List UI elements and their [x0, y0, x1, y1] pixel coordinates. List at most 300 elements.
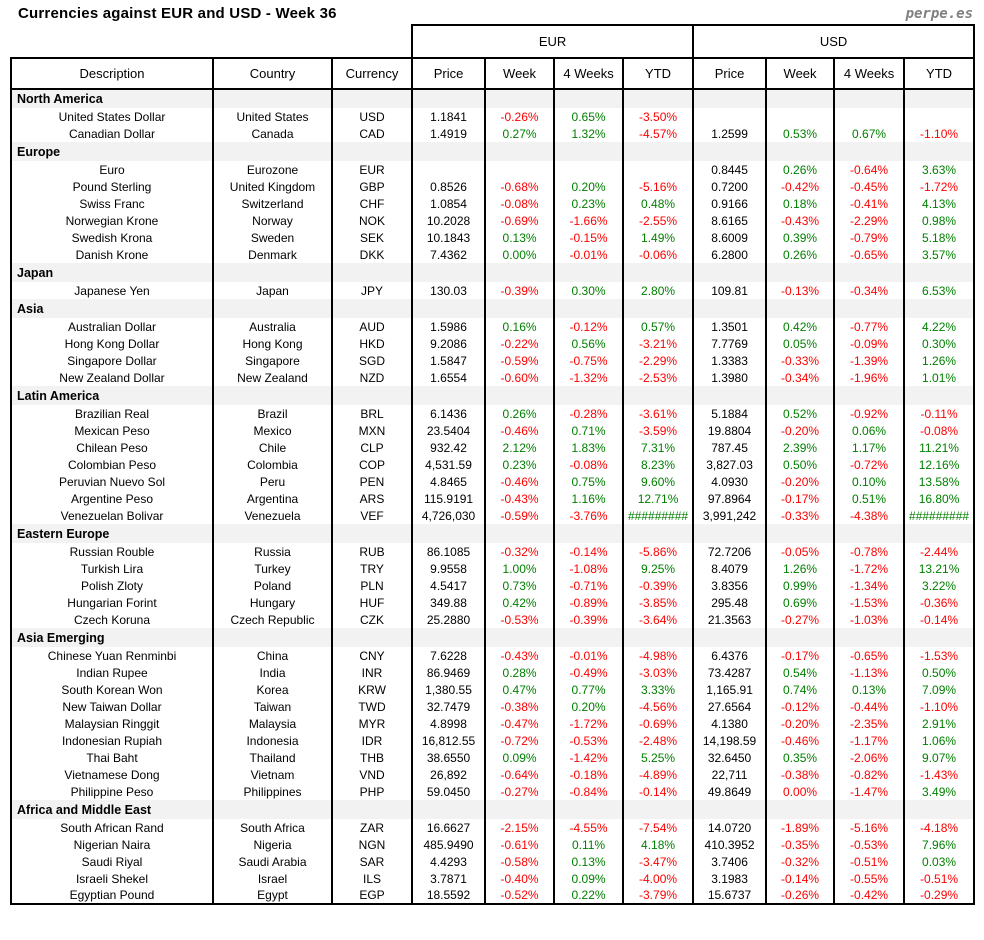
usd-week-cell: -0.27%: [766, 611, 834, 628]
usd-ytd-cell: -0.14%: [904, 611, 974, 628]
usd-price-cell: 14.0720: [693, 819, 766, 836]
table-row: [11, 577, 974, 594]
col-header-country: Country: [213, 58, 332, 89]
usd-week-cell: 0.69%: [766, 594, 834, 611]
usd-week-cell: -0.20%: [766, 715, 834, 732]
section-empty-cell: [213, 628, 332, 647]
eur-ytd-cell: -3.61%: [623, 405, 693, 422]
usd-ytd-cell: 9.07%: [904, 749, 974, 766]
currency-code-cell: IDR: [332, 732, 412, 749]
col-header-usd-week: Week: [766, 58, 834, 89]
usd-ytd-cell: #########: [904, 507, 974, 524]
section-title-cell: Japan: [11, 263, 213, 282]
usd-4weeks-cell: [834, 108, 904, 125]
eur-week-cell: -0.69%: [485, 212, 554, 229]
section-row: [11, 142, 974, 161]
group-header-spacer: [11, 25, 412, 58]
usd-4weeks-cell: -0.64%: [834, 161, 904, 178]
usd-ytd-cell: 1.26%: [904, 352, 974, 369]
usd-4weeks-cell: 0.67%: [834, 125, 904, 142]
usd-ytd-cell: -1.53%: [904, 647, 974, 664]
usd-price-cell: 1.3980: [693, 369, 766, 386]
section-row: [11, 800, 974, 819]
usd-4weeks-cell: -5.16%: [834, 819, 904, 836]
table-row: [11, 749, 974, 766]
eur-week-cell: -0.61%: [485, 836, 554, 853]
eur-ytd-cell: -5.16%: [623, 178, 693, 195]
section-empty-cell: [693, 142, 766, 161]
usd-ytd-cell: -0.51%: [904, 870, 974, 887]
usd-price-cell: 1.3383: [693, 352, 766, 369]
eur-ytd-cell: 9.60%: [623, 473, 693, 490]
eur-week-cell: -0.46%: [485, 422, 554, 439]
eur-4weeks-cell: 0.20%: [554, 698, 623, 715]
description-cell: Australian Dollar: [11, 318, 213, 335]
eur-ytd-cell: 2.80%: [623, 282, 693, 299]
description-cell: Chilean Peso: [11, 439, 213, 456]
eur-week-cell: 0.09%: [485, 749, 554, 766]
eur-week-cell: -0.27%: [485, 783, 554, 800]
currency-table-body: [11, 89, 974, 904]
col-header-eur-4weeks: 4 Weeks: [554, 58, 623, 89]
section-title-cell: Africa and Middle East: [11, 800, 213, 819]
eur-week-cell: -0.58%: [485, 853, 554, 870]
usd-4weeks-cell: -1.53%: [834, 594, 904, 611]
table-row: [11, 819, 974, 836]
country-cell: United Kingdom: [213, 178, 332, 195]
table-row: [11, 870, 974, 887]
section-empty-cell: [213, 142, 332, 161]
section-empty-cell: [766, 628, 834, 647]
usd-price-cell: 0.8445: [693, 161, 766, 178]
usd-week-cell: 0.42%: [766, 318, 834, 335]
section-title-cell: Europe: [11, 142, 213, 161]
table-row: [11, 715, 974, 732]
description-cell: Singapore Dollar: [11, 352, 213, 369]
eur-price-cell: 25.2880: [412, 611, 485, 628]
eur-ytd-cell: 12.71%: [623, 490, 693, 507]
section-title-cell: Asia: [11, 299, 213, 318]
usd-ytd-cell: 0.03%: [904, 853, 974, 870]
usd-week-cell: -0.14%: [766, 870, 834, 887]
eur-price-cell: 1.0854: [412, 195, 485, 212]
currency-code-cell: COP: [332, 456, 412, 473]
usd-ytd-cell: -1.43%: [904, 766, 974, 783]
section-empty-cell: [623, 142, 693, 161]
usd-week-cell: 0.18%: [766, 195, 834, 212]
country-cell: South Africa: [213, 819, 332, 836]
eur-ytd-cell: -3.85%: [623, 594, 693, 611]
usd-ytd-cell: -0.29%: [904, 887, 974, 904]
section-row: [11, 628, 974, 647]
usd-week-cell: [766, 108, 834, 125]
eur-4weeks-cell: -0.12%: [554, 318, 623, 335]
usd-ytd-cell: 11.21%: [904, 439, 974, 456]
country-cell: Czech Republic: [213, 611, 332, 628]
eur-price-cell: 6.1436: [412, 405, 485, 422]
table-row: [11, 490, 974, 507]
eur-4weeks-cell: 1.83%: [554, 439, 623, 456]
eur-ytd-cell: [623, 161, 693, 178]
currency-code-cell: VND: [332, 766, 412, 783]
usd-week-cell: 0.05%: [766, 335, 834, 352]
usd-week-cell: -0.34%: [766, 369, 834, 386]
eur-4weeks-cell: -3.76%: [554, 507, 623, 524]
usd-week-cell: -0.35%: [766, 836, 834, 853]
eur-week-cell: -0.59%: [485, 352, 554, 369]
section-empty-cell: [834, 299, 904, 318]
country-cell: Vietnam: [213, 766, 332, 783]
section-empty-cell: [834, 628, 904, 647]
description-cell: Hungarian Forint: [11, 594, 213, 611]
section-empty-cell: [554, 524, 623, 543]
eur-4weeks-cell: 0.65%: [554, 108, 623, 125]
eur-price-cell: 1.5986: [412, 318, 485, 335]
usd-ytd-cell: [904, 108, 974, 125]
eur-ytd-cell: 1.49%: [623, 229, 693, 246]
eur-4weeks-cell: -1.42%: [554, 749, 623, 766]
eur-ytd-cell: -2.53%: [623, 369, 693, 386]
table-row: [11, 352, 974, 369]
usd-price-cell: 6.4376: [693, 647, 766, 664]
table-row: [11, 318, 974, 335]
table-row: [11, 161, 974, 178]
eur-ytd-cell: -5.86%: [623, 543, 693, 560]
usd-4weeks-cell: -0.65%: [834, 246, 904, 263]
table-row: [11, 507, 974, 524]
currency-code-cell: ZAR: [332, 819, 412, 836]
table-row: [11, 456, 974, 473]
eur-4weeks-cell: 0.75%: [554, 473, 623, 490]
usd-week-cell: 0.26%: [766, 246, 834, 263]
eur-price-cell: 4.5417: [412, 577, 485, 594]
usd-price-cell: 1.2599: [693, 125, 766, 142]
description-cell: Colombian Peso: [11, 456, 213, 473]
table-row: [11, 681, 974, 698]
description-cell: Euro: [11, 161, 213, 178]
table-row: [11, 647, 974, 664]
eur-price-cell: 349.88: [412, 594, 485, 611]
eur-week-cell: 0.27%: [485, 125, 554, 142]
section-empty-cell: [213, 800, 332, 819]
description-cell: Thai Baht: [11, 749, 213, 766]
eur-ytd-cell: -0.69%: [623, 715, 693, 732]
usd-week-cell: 1.26%: [766, 560, 834, 577]
country-cell: Norway: [213, 212, 332, 229]
eur-price-cell: 38.6550: [412, 749, 485, 766]
usd-price-cell: 6.2800: [693, 246, 766, 263]
currency-code-cell: AUD: [332, 318, 412, 335]
section-empty-cell: [623, 386, 693, 405]
eur-4weeks-cell: -4.55%: [554, 819, 623, 836]
currency-code-cell: CNY: [332, 647, 412, 664]
eur-4weeks-cell: -0.71%: [554, 577, 623, 594]
usd-week-cell: -0.26%: [766, 887, 834, 904]
usd-ytd-cell: 0.50%: [904, 664, 974, 681]
eur-ytd-cell: -4.98%: [623, 647, 693, 664]
description-cell: Danish Krone: [11, 246, 213, 263]
eur-4weeks-cell: -0.18%: [554, 766, 623, 783]
eur-week-cell: -0.60%: [485, 369, 554, 386]
section-empty-cell: [904, 89, 974, 108]
usd-ytd-cell: 3.63%: [904, 161, 974, 178]
eur-week-cell: 0.23%: [485, 456, 554, 473]
eur-week-cell: 0.26%: [485, 405, 554, 422]
section-empty-cell: [834, 142, 904, 161]
table-row: [11, 560, 974, 577]
eur-4weeks-cell: -0.53%: [554, 732, 623, 749]
section-empty-cell: [554, 89, 623, 108]
country-cell: Hungary: [213, 594, 332, 611]
usd-ytd-cell: -1.10%: [904, 125, 974, 142]
eur-price-cell: 4,531.59: [412, 456, 485, 473]
country-cell: Thailand: [213, 749, 332, 766]
country-cell: Switzerland: [213, 195, 332, 212]
eur-4weeks-cell: 0.20%: [554, 178, 623, 195]
description-cell: Brazilian Real: [11, 405, 213, 422]
section-empty-cell: [412, 386, 485, 405]
topbar: [0, 0, 984, 24]
usd-ytd-cell: -1.10%: [904, 698, 974, 715]
usd-4weeks-cell: -0.09%: [834, 335, 904, 352]
eur-4weeks-cell: -0.15%: [554, 229, 623, 246]
eur-price-cell: 7.6228: [412, 647, 485, 664]
usd-price-cell: 3,991,242: [693, 507, 766, 524]
usd-price-cell: 4.1380: [693, 715, 766, 732]
table-row: [11, 212, 974, 229]
description-cell: New Zealand Dollar: [11, 369, 213, 386]
usd-price-cell: 72.7206: [693, 543, 766, 560]
section-empty-cell: [332, 142, 412, 161]
usd-ytd-cell: 3.49%: [904, 783, 974, 800]
usd-week-cell: 0.39%: [766, 229, 834, 246]
country-cell: Korea: [213, 681, 332, 698]
usd-ytd-cell: 16.80%: [904, 490, 974, 507]
usd-week-cell: -0.12%: [766, 698, 834, 715]
table-row: [11, 195, 974, 212]
table-row: [11, 853, 974, 870]
usd-4weeks-cell: -1.39%: [834, 352, 904, 369]
usd-week-cell: 0.26%: [766, 161, 834, 178]
currency-code-cell: MXN: [332, 422, 412, 439]
eur-ytd-cell: -0.39%: [623, 577, 693, 594]
eur-4weeks-cell: -1.72%: [554, 715, 623, 732]
eur-price-cell: 10.2028: [412, 212, 485, 229]
currency-code-cell: NOK: [332, 212, 412, 229]
col-header-description: Description: [11, 58, 213, 89]
usd-4weeks-cell: -1.17%: [834, 732, 904, 749]
usd-4weeks-cell: -0.41%: [834, 195, 904, 212]
usd-price-cell: 410.3952: [693, 836, 766, 853]
eur-week-cell: 0.73%: [485, 577, 554, 594]
eur-4weeks-cell: -0.28%: [554, 405, 623, 422]
section-empty-cell: [904, 800, 974, 819]
country-cell: India: [213, 664, 332, 681]
usd-week-cell: 0.74%: [766, 681, 834, 698]
eur-ytd-cell: -3.59%: [623, 422, 693, 439]
description-cell: Vietnamese Dong: [11, 766, 213, 783]
currency-code-cell: SEK: [332, 229, 412, 246]
usd-week-cell: 0.50%: [766, 456, 834, 473]
section-empty-cell: [623, 89, 693, 108]
eur-price-cell: 4.8998: [412, 715, 485, 732]
usd-4weeks-cell: 0.06%: [834, 422, 904, 439]
col-header-usd-4weeks: 4 Weeks: [834, 58, 904, 89]
table-row: [11, 335, 974, 352]
table-row: [11, 439, 974, 456]
description-cell: South Korean Won: [11, 681, 213, 698]
usd-week-cell: 0.99%: [766, 577, 834, 594]
usd-price-cell: 8.6165: [693, 212, 766, 229]
section-empty-cell: [766, 89, 834, 108]
usd-4weeks-cell: -0.72%: [834, 456, 904, 473]
section-empty-cell: [766, 299, 834, 318]
eur-week-cell: -0.43%: [485, 490, 554, 507]
usd-ytd-cell: 3.57%: [904, 246, 974, 263]
currency-code-cell: SGD: [332, 352, 412, 369]
description-cell: Israeli Shekel: [11, 870, 213, 887]
eur-week-cell: -0.53%: [485, 611, 554, 628]
usd-week-cell: -0.05%: [766, 543, 834, 560]
eur-4weeks-cell: -1.08%: [554, 560, 623, 577]
country-cell: Venezuela: [213, 507, 332, 524]
eur-4weeks-cell: 1.16%: [554, 490, 623, 507]
section-empty-cell: [554, 263, 623, 282]
usd-week-cell: -0.43%: [766, 212, 834, 229]
usd-price-cell: 8.6009: [693, 229, 766, 246]
eur-ytd-cell: 0.57%: [623, 318, 693, 335]
usd-price-cell: 21.3563: [693, 611, 766, 628]
description-cell: Canadian Dollar: [11, 125, 213, 142]
currency-code-cell: DKK: [332, 246, 412, 263]
usd-price-cell: 27.6564: [693, 698, 766, 715]
eur-week-cell: -2.15%: [485, 819, 554, 836]
section-row: [11, 89, 974, 108]
usd-4weeks-cell: -0.51%: [834, 853, 904, 870]
country-cell: Hong Kong: [213, 335, 332, 352]
country-cell: Taiwan: [213, 698, 332, 715]
usd-week-cell: -0.13%: [766, 282, 834, 299]
usd-price-cell: 4.0930: [693, 473, 766, 490]
usd-price-cell: 14,198.59: [693, 732, 766, 749]
usd-4weeks-cell: -0.79%: [834, 229, 904, 246]
section-empty-cell: [332, 263, 412, 282]
eur-price-cell: 3.7871: [412, 870, 485, 887]
usd-price-cell: 32.6450: [693, 749, 766, 766]
section-empty-cell: [834, 89, 904, 108]
usd-price-cell: 3.7406: [693, 853, 766, 870]
eur-price-cell: 115.9191: [412, 490, 485, 507]
eur-week-cell: 0.13%: [485, 229, 554, 246]
eur-4weeks-cell: [554, 161, 623, 178]
description-cell: South African Rand: [11, 819, 213, 836]
eur-price-cell: 86.9469: [412, 664, 485, 681]
usd-4weeks-cell: -1.34%: [834, 577, 904, 594]
usd-4weeks-cell: -0.55%: [834, 870, 904, 887]
country-cell: Mexico: [213, 422, 332, 439]
country-cell: Sweden: [213, 229, 332, 246]
eur-price-cell: 4.8465: [412, 473, 485, 490]
eur-ytd-cell: 4.18%: [623, 836, 693, 853]
eur-week-cell: 0.00%: [485, 246, 554, 263]
eur-week-cell: -0.72%: [485, 732, 554, 749]
section-empty-cell: [213, 524, 332, 543]
usd-4weeks-cell: -0.65%: [834, 647, 904, 664]
usd-4weeks-cell: -2.35%: [834, 715, 904, 732]
country-cell: Australia: [213, 318, 332, 335]
section-empty-cell: [834, 386, 904, 405]
eur-price-cell: 26,892: [412, 766, 485, 783]
usd-week-cell: -0.38%: [766, 766, 834, 783]
usd-week-cell: 0.53%: [766, 125, 834, 142]
group-header-row: [11, 25, 974, 58]
eur-price-cell: 4,726,030: [412, 507, 485, 524]
eur-week-cell: 2.12%: [485, 439, 554, 456]
eur-4weeks-cell: 0.71%: [554, 422, 623, 439]
site-logo[interactable]: perpe.es: [905, 6, 973, 22]
usd-4weeks-cell: -1.96%: [834, 369, 904, 386]
eur-ytd-cell: -3.21%: [623, 335, 693, 352]
eur-4weeks-cell: 0.77%: [554, 681, 623, 698]
country-cell: Peru: [213, 473, 332, 490]
usd-week-cell: -0.17%: [766, 647, 834, 664]
section-empty-cell: [693, 89, 766, 108]
country-cell: Israel: [213, 870, 332, 887]
section-empty-cell: [412, 142, 485, 161]
eur-week-cell: [485, 161, 554, 178]
column-header-row: [11, 58, 974, 89]
country-cell: Canada: [213, 125, 332, 142]
currency-code-cell: USD: [332, 108, 412, 125]
eur-ytd-cell: -4.57%: [623, 125, 693, 142]
eur-4weeks-cell: -0.39%: [554, 611, 623, 628]
eur-ytd-cell: -3.64%: [623, 611, 693, 628]
eur-ytd-cell: 8.23%: [623, 456, 693, 473]
eur-ytd-cell: -3.50%: [623, 108, 693, 125]
section-empty-cell: [412, 800, 485, 819]
usd-ytd-cell: 1.06%: [904, 732, 974, 749]
country-cell: Chile: [213, 439, 332, 456]
group-header-usd: USD: [693, 25, 974, 58]
eur-week-cell: 0.42%: [485, 594, 554, 611]
col-header-usd-price: Price: [693, 58, 766, 89]
country-cell: Colombia: [213, 456, 332, 473]
section-empty-cell: [213, 89, 332, 108]
section-empty-cell: [766, 142, 834, 161]
description-cell: Philippine Peso: [11, 783, 213, 800]
eur-ytd-cell: -2.55%: [623, 212, 693, 229]
currency-code-cell: RUB: [332, 543, 412, 560]
section-empty-cell: [412, 524, 485, 543]
country-cell: Nigeria: [213, 836, 332, 853]
eur-price-cell: 0.8526: [412, 178, 485, 195]
currency-code-cell: GBP: [332, 178, 412, 195]
eur-price-cell: 485.9490: [412, 836, 485, 853]
table-row: [11, 766, 974, 783]
table-row: [11, 369, 974, 386]
eur-4weeks-cell: -0.01%: [554, 647, 623, 664]
section-empty-cell: [623, 524, 693, 543]
table-row: [11, 783, 974, 800]
section-empty-cell: [904, 263, 974, 282]
currency-code-cell: MYR: [332, 715, 412, 732]
section-empty-cell: [554, 628, 623, 647]
eur-ytd-cell: -3.79%: [623, 887, 693, 904]
eur-ytd-cell: -2.48%: [623, 732, 693, 749]
eur-price-cell: 23.5404: [412, 422, 485, 439]
description-cell: Pound Sterling: [11, 178, 213, 195]
currency-code-cell: VEF: [332, 507, 412, 524]
